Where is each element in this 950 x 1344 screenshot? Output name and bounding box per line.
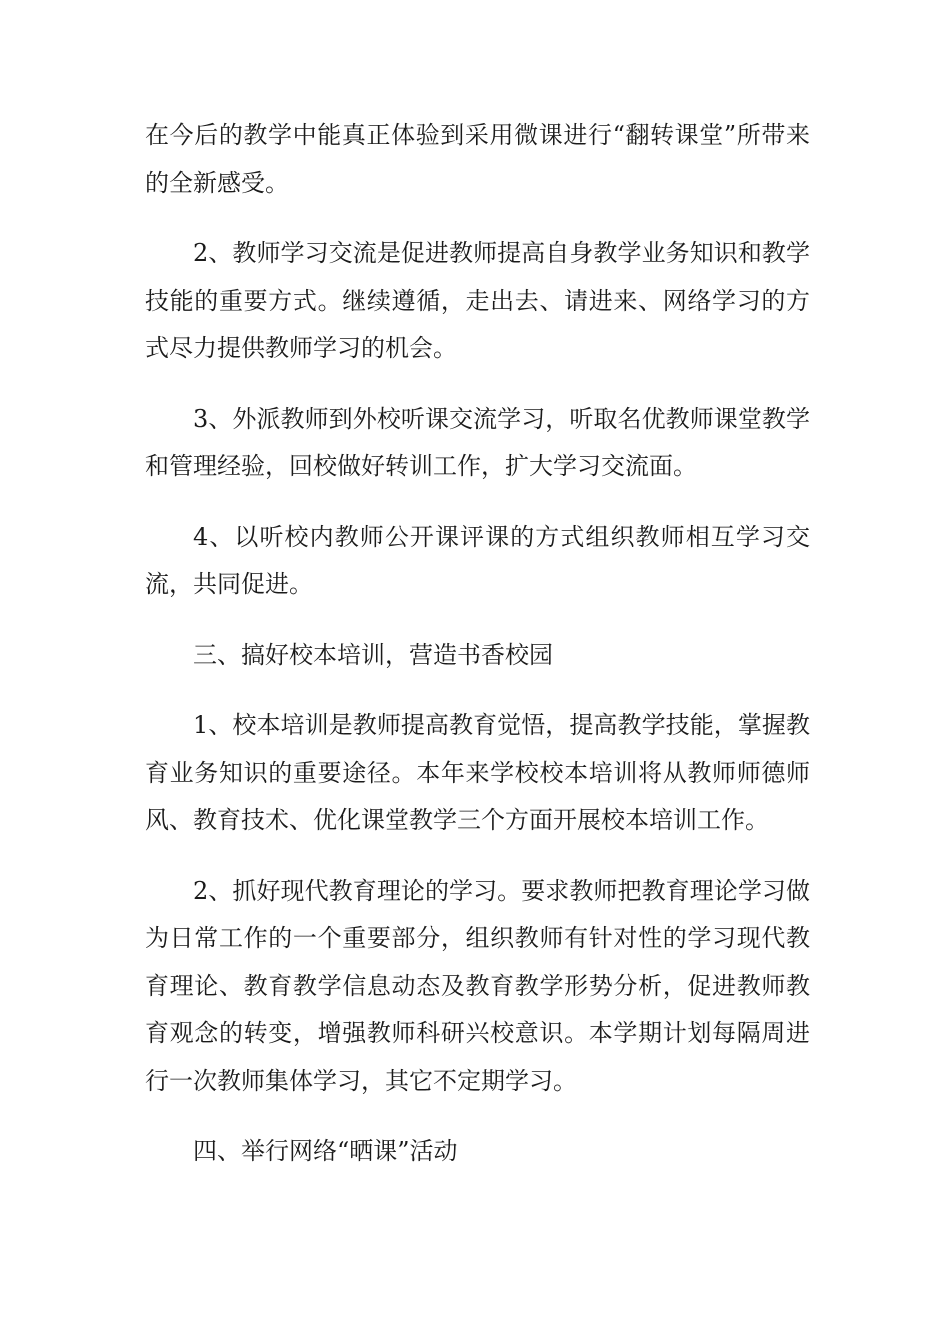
section-heading-3: 三、搞好校本培训，营造书香校园	[193, 640, 553, 669]
section-heading-4: 四、举行网络“晒课”活动	[193, 1137, 458, 1165]
paragraph-item-1: 1、校本培训是教师提高教育觉悟，提高教学技能，掌握教育业务知识的重要途径。本年来学校校本培训将从教师师德师风、教育技术、优化课堂教学三个方面开展校本培训工作。	[145, 711, 810, 834]
document-page	[145, 112, 810, 1199]
paragraph-item-3: 3、外派教师到外校听课交流学习，听取名优教师课堂教学和管理经验，回校做好转训工作，扩大学习交流面。	[145, 404, 810, 480]
paragraph-item-2: 2、教师学习交流是促进教师提高自身教学业务知识和教学技能的重要方式。继续遵循，走出去、请进来、网络学习的方式尽力提供教师学习的机会。	[145, 239, 810, 362]
paragraph-continuation: 在今后的教学中能真正体验到采用微课进行“翻转课堂”所带来的全新感受。	[145, 121, 810, 197]
paragraph-item-4: 4、以听校内教师公开课评课的方式组织教师相互学习交流，共同促进。	[145, 522, 810, 598]
paragraph-item-2b: 2、抓好现代教育理论的学习。要求教师把教育理论学习做为日常工作的一个重要部分，组织教师有针对性的学习现代教育理论、教育教学信息动态及教育教学形势分析，促进教师教育观念的转变，增强教师科研兴校意识。本学期计划每隔周进行一次教师集体学习，其它不定期学习。	[145, 876, 810, 1095]
